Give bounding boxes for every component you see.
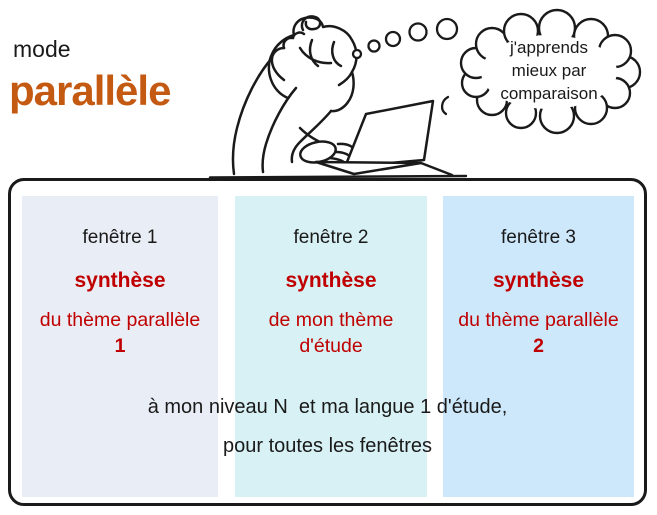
window-1-heading: synthèse bbox=[74, 269, 166, 292]
laptop-base bbox=[316, 162, 421, 174]
window-1-subtitle: du thème parallèle bbox=[39, 309, 201, 331]
footer-line-1: à mon niveau N et ma langue 1 d'étude, bbox=[147, 396, 508, 418]
windows-panel bbox=[8, 178, 647, 506]
window-2-heading: synthèse bbox=[285, 269, 377, 292]
footer-line-2: pour toutes les fenêtres bbox=[222, 435, 432, 457]
cloud-text-line2: mieux par bbox=[511, 61, 587, 80]
window-2-subtitle: de mon thème bbox=[268, 309, 394, 331]
person-thinking-illustration bbox=[0, 0, 657, 185]
thought-cloud bbox=[442, 10, 640, 133]
arm bbox=[233, 58, 272, 174]
window-3-title: fenêtre 3 bbox=[501, 227, 576, 248]
cloud-text-line3: comparaison bbox=[500, 84, 598, 103]
laptop-screen bbox=[345, 101, 433, 167]
window-3-subtitle: du thème parallèle bbox=[458, 309, 619, 331]
window-1-title: fenêtre 1 bbox=[82, 227, 158, 248]
mode-title: parallèle bbox=[9, 67, 171, 114]
thought-dots bbox=[353, 19, 457, 58]
window-1-subtitle-number: 1 bbox=[114, 335, 126, 357]
mode-label: mode bbox=[13, 36, 71, 62]
cloud-text-line1: j'apprends bbox=[510, 38, 588, 57]
window-2-title: fenêtre 2 bbox=[293, 227, 369, 248]
window-3-heading: synthèse bbox=[492, 269, 585, 292]
bangs bbox=[300, 48, 331, 63]
panel-footer bbox=[11, 396, 644, 458]
window-3-subtitle-number: 2 bbox=[533, 335, 544, 357]
window-2-subtitle-line2: d'étude bbox=[299, 335, 363, 357]
face bbox=[331, 72, 354, 111]
